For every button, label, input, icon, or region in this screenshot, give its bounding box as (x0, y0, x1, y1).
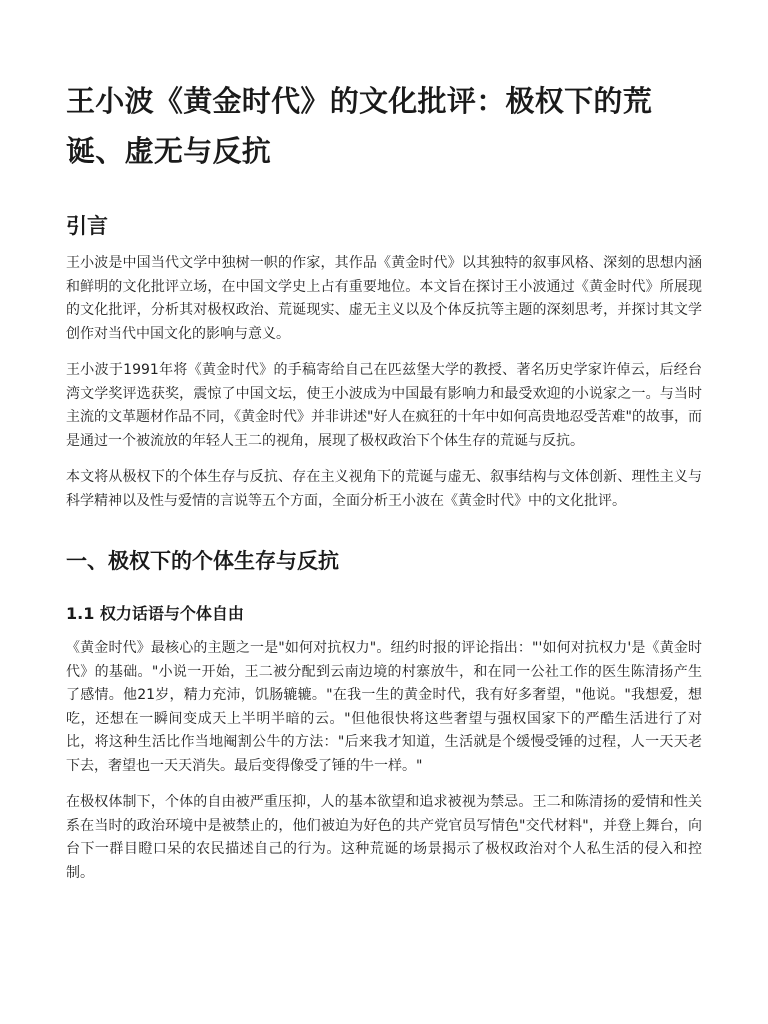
section-heading-introduction: 引言 (66, 214, 108, 238)
subsection-heading-power-discourse: 1.1 权力话语与个体自由 (66, 604, 244, 623)
intro-paragraph: 王小波于1991年将《黄金时代》的手稿寄给自己在匹兹堡大学的教授、著名历史学家许倬云，后经台湾文学奖评选获奖，震惊了中国文坛，使王小波成为中国最有影响力和最受欢迎的小说家之一。与当时主流的文革题材作品不同，《黄金时代》并非讲述"好人在疯狂的十年中如何高贵地忍受苦难"的故事，而是通过一个被流放的年轻人王二的视角，展现了极权政治下个体生存的荒诞与反抗。 (66, 362, 702, 449)
intro-paragraph: 王小波是中国当代文学中独树一帜的作家，其作品《黄金时代》以其独特的叙事风格、深刻的思想内涵和鲜明的文化批评立场，在中国文学史上占有重要地位。本文旨在探讨王小波通过《黄金时代》所展现的文化批评，分析其对极权政治、荒诞现实、虚无主义以及个体反抗等主题的深刻思考，并探讨其文学创作对当代中国文化的影响与意义。 (66, 255, 702, 342)
body-paragraph: 《黄金时代》最核心的主题之一是"如何对抗权力"。纽约时报的评论指出："'如何对抗权力'是《黄金时代》的基础。"小说一开始，王二被分配到云南边境的村寨放牛，和在同一公社工作的医生陈清扬产生了感情。他21岁，精力充沛，饥肠辘辘。"在我一生的黄金时代，我有好多奢望，"他说。"我想爱，想吃，还想在一瞬间变成天上半明半暗的云。"但他很快将这些奢望与强权国家下的严酷生活进行了对比，将这种生活比作当地阉割公牛的方法："后来我才知道，生活就是个缓慢受锤的过程，人一天天老下去，奢望也一天天消失。最后变得像受了锤的牛一样。" (66, 640, 702, 774)
body-paragraph: 在极权体制下，个体的自由被严重压抑，人的基本欲望和追求被视为禁忌。王二和陈清扬的爱情和性关系在当时的政治环境中是被禁止的，他们被迫为好色的共产党官员写情色"交代材料"，并登上舞台，向台下一群目瞪口呆的农民描述自己的行为。这种荒诞的场景揭示了极权政治对个人私生活的侵入和控制。 (66, 794, 702, 881)
intro-paragraph: 本文将从极权下的个体生存与反抗、存在主义视角下的荒诞与虚无、叙事结构与文体创新、理性主义与科学精神以及性与爱情的言说等五个方面，全面分析王小波在《黄金时代》中的文化批评。 (66, 469, 702, 509)
section-heading-individual-survival: 一、极权下的个体生存与反抗 (66, 549, 339, 573)
document-title: 王小波《黄金时代》的文化批评：极权下的荒诞、虚无与反抗 (66, 84, 653, 168)
